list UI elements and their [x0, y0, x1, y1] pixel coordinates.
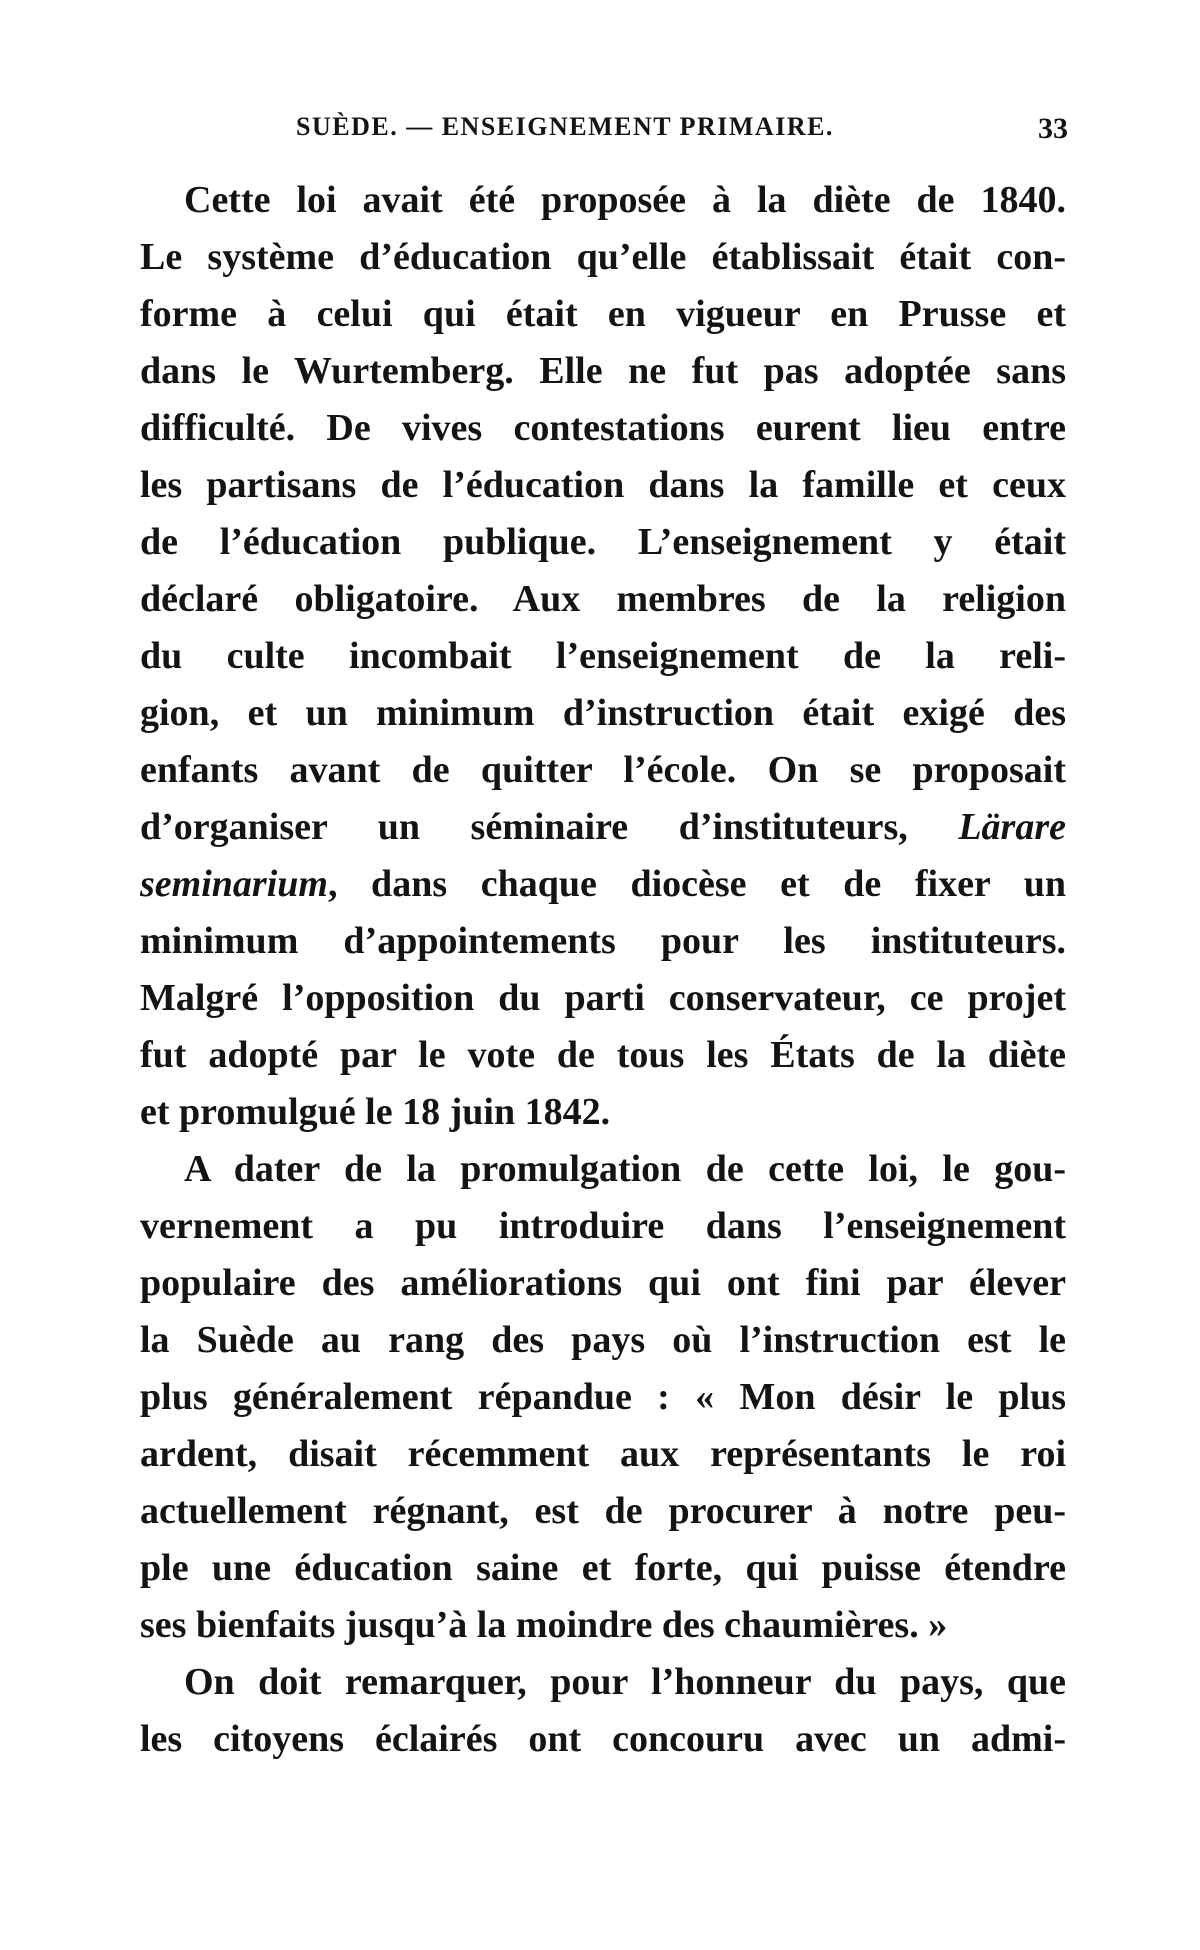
text-line: déclaré obligatoire. Aux membres de la religion [140, 578, 1066, 620]
text-line: du culte incombait l’enseignement de la reli- [140, 635, 1066, 677]
running-head [296, 112, 1068, 152]
text-line: populaire des améliorations qui ont fini par élever [140, 1262, 1066, 1304]
text-line: d’organiser un séminaire d’instituteurs, Lärare [140, 806, 1066, 848]
text-line: les partisans de l’éducation dans la famille et ceux [140, 464, 1066, 506]
text-line: les citoyens éclairés ont concouru avec un admi- [140, 1718, 1066, 1760]
text-line: ple une éducation saine et forte, qui puisse étendre [140, 1547, 1066, 1589]
text-line: plus généralement répandue : « Mon désir le plus [140, 1376, 1066, 1418]
text-line: fut adopté par le vote de tous les États de la diète [140, 1034, 1066, 1076]
body-text [140, 172, 1066, 1768]
text-line: minimum d’appointements pour les instituteurs. [140, 920, 1066, 962]
text-line: enfants avant de quitter l’école. On se proposait [140, 749, 1066, 791]
text-line: On doit remarquer, pour l’honneur du pays, que [184, 1661, 1066, 1703]
italic-term: seminarium [140, 863, 328, 905]
text-line: actuellement régnant, est de procurer à notre peu- [140, 1490, 1066, 1532]
text-line: et promulgué le 18 juin 1842. [140, 1091, 611, 1133]
running-title: SUÈDE. — ENSEIGNEMENT PRIMAIRE. [296, 112, 834, 141]
text-line: la Suède au rang des pays où l’instruction est le [140, 1319, 1066, 1361]
text-line: Le système d’éducation qu’elle établissait était con- [140, 236, 1066, 278]
text-line: dans le Wurtemberg. Elle ne fut pas adoptée sans [140, 350, 1066, 392]
text-line: ardent, disait récemment aux représentants le roi [140, 1433, 1066, 1475]
text-line: gion, et un minimum d’instruction était exigé des [140, 692, 1066, 734]
page-number: 33 [1038, 112, 1068, 145]
text-line: de l’éducation publique. L’enseignement y était [140, 521, 1066, 563]
text-line: vernement a pu introduire dans l’enseignement [140, 1205, 1066, 1247]
text-line: seminarium, dans chaque diocèse et de fixer un [140, 863, 1066, 905]
text-line: difficulté. De vives contestations eurent lieu entre [140, 407, 1066, 449]
text-line: ses bienfaits jusqu’à la moindre des chaumières. » [140, 1604, 948, 1646]
text-line: Malgré l’opposition du parti conservateur, ce projet [140, 977, 1066, 1019]
text-line: A dater de la promulgation de cette loi, le gou- [184, 1148, 1066, 1190]
italic-term: Lärare [958, 806, 1066, 848]
text-line: Cette loi avait été proposée à la diète de 1840. [184, 179, 1066, 221]
text-line: forme à celui qui était en vigueur en Prusse et [140, 293, 1066, 335]
